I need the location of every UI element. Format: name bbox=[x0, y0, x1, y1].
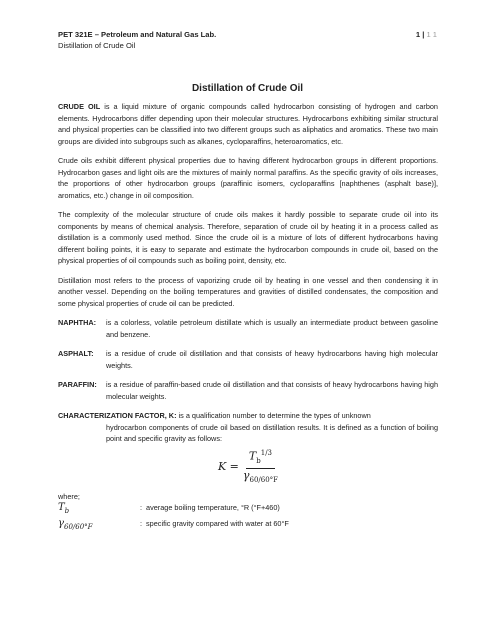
page-header bbox=[58, 30, 437, 51]
definition-naphtha bbox=[58, 317, 438, 340]
symbol-base: T bbox=[58, 502, 65, 514]
document-title: Distillation of Crude Oil bbox=[191, 83, 304, 94]
variable-colon: : bbox=[140, 503, 143, 513]
numerator-exponent: 1/3 bbox=[260, 448, 272, 457]
variable-symbol bbox=[58, 517, 143, 534]
paragraph-crude-oil bbox=[58, 101, 438, 147]
variable-boiling-temperature bbox=[58, 502, 438, 518]
characterization-factor-paragraph bbox=[58, 410, 438, 445]
definition-term: PARAFFIN: bbox=[58, 380, 97, 389]
paragraph-physical-properties: Crude oils exhibit different physical properties due to having different hydrocarbon groups in different proportions. Hydrocarbon gases and light oils are the mixtures of mainly normal paraffins. As the specific gravity of oils increases, the proportions of other hydrocarbon groups (paraffinic isomers, cycloparaffins [naphthenes (asphalt base)], aromatics, etc.) change in oil composition. bbox=[58, 156, 438, 200]
crude-oil-term: CRUDE OIL bbox=[58, 102, 101, 111]
characterization-factor-text-first: is a qualification number to determine the types of unknown bbox=[176, 411, 371, 420]
characterization-factor-text-rest: hydrocarbon components of crude oil based on distillation results. It is defined as a function of boiling point and specific gravity as follows: bbox=[106, 422, 438, 443]
definition-asphalt bbox=[58, 348, 438, 371]
formula-lhs: K = bbox=[217, 460, 239, 474]
definition-paraffin bbox=[58, 379, 438, 402]
course-title: PET 321E – Petroleum and Natural Gas Lab. bbox=[58, 30, 217, 39]
definition-text: is a residue of crude oil distillation and that consists of heavy hydrocarbons having high molecular weights. bbox=[106, 349, 438, 370]
characterization-factor-term: CHARACTERIZATION FACTOR, K: bbox=[58, 411, 177, 420]
crude-oil-text: is a liquid mixture of organic compounds called hydrocarbon consisting of hydrogen and carbon elements. Hydrocarbons differ depending upon their molecular structures. Hydrocarbons exhibiting similar structural and physical properties can be classified into two different groups such as aliphatics and aromatics. These two main groups are divided into subgroups such as alkanes, cycloparaffins, heteroaromatics, etc. bbox=[58, 102, 438, 146]
definition-term: ASPHALT: bbox=[58, 349, 94, 358]
denominator-subscript: 60/60°F bbox=[249, 476, 279, 485]
where-label: where; bbox=[58, 491, 80, 501]
symbol-subscript: 60/60°F bbox=[63, 522, 93, 531]
page-number-current: 1 bbox=[415, 30, 421, 39]
formula-numerator bbox=[246, 448, 275, 469]
paragraph-distillation: Distillation most refers to the process of vaporizing crude oil by heating in one vessel and then condensing it in another vessel. Depending on the boiling temperatures and gravities of distilled condensates, the composition and some physical properties of crude oil can be predicted. bbox=[58, 275, 438, 308]
variable-symbol bbox=[58, 502, 143, 518]
numerator-subscript: b bbox=[256, 456, 261, 465]
variable-description: average boiling temperature, °R (°F+460) bbox=[146, 503, 280, 513]
numerator-base: T bbox=[248, 449, 257, 463]
characterization-formula bbox=[58, 448, 438, 487]
symbol-base: γ bbox=[58, 517, 64, 529]
header-subject: Distillation of Crude Oil bbox=[58, 40, 136, 50]
symbol-subscript: b bbox=[64, 507, 70, 516]
definition-text: is a colorless, volatile petroleum distillate which is usually an intermediate product between gasoline and benzene. bbox=[106, 318, 438, 339]
variable-colon: : bbox=[140, 518, 143, 528]
denominator-base: γ bbox=[242, 468, 250, 482]
definition-text: is a residue of paraffin-based crude oil distillation and that consists of heavy hydrocarbons having high molecular weights. bbox=[106, 380, 438, 401]
variable-description: specific gravity compared with water at 60°F bbox=[146, 518, 289, 528]
page-number-separator: | bbox=[420, 30, 427, 39]
page-number bbox=[416, 30, 437, 41]
formula-denominator bbox=[243, 469, 278, 487]
document-body bbox=[58, 101, 438, 533]
page-number-total: 1 1 bbox=[426, 30, 437, 39]
formula-fraction bbox=[243, 448, 278, 487]
variable-specific-gravity bbox=[58, 518, 438, 534]
definition-term: NAPHTHA: bbox=[58, 318, 97, 327]
paragraph-complexity: The complexity of the molecular structure of crude oils makes it hardly possible to separate crude oil into its components by means of chemical analysis. Therefore, separation of crude oil by heating it in a process called as distillation is a commonly used method. Since the crude oil is a mixture of lots of different hydrocarbons having different boiling points, it is easy to separate and estimate the hydrocarbon compounds in crude oil, based on the physical properties of oil compounds such as boiling point, density, etc. bbox=[58, 210, 438, 265]
